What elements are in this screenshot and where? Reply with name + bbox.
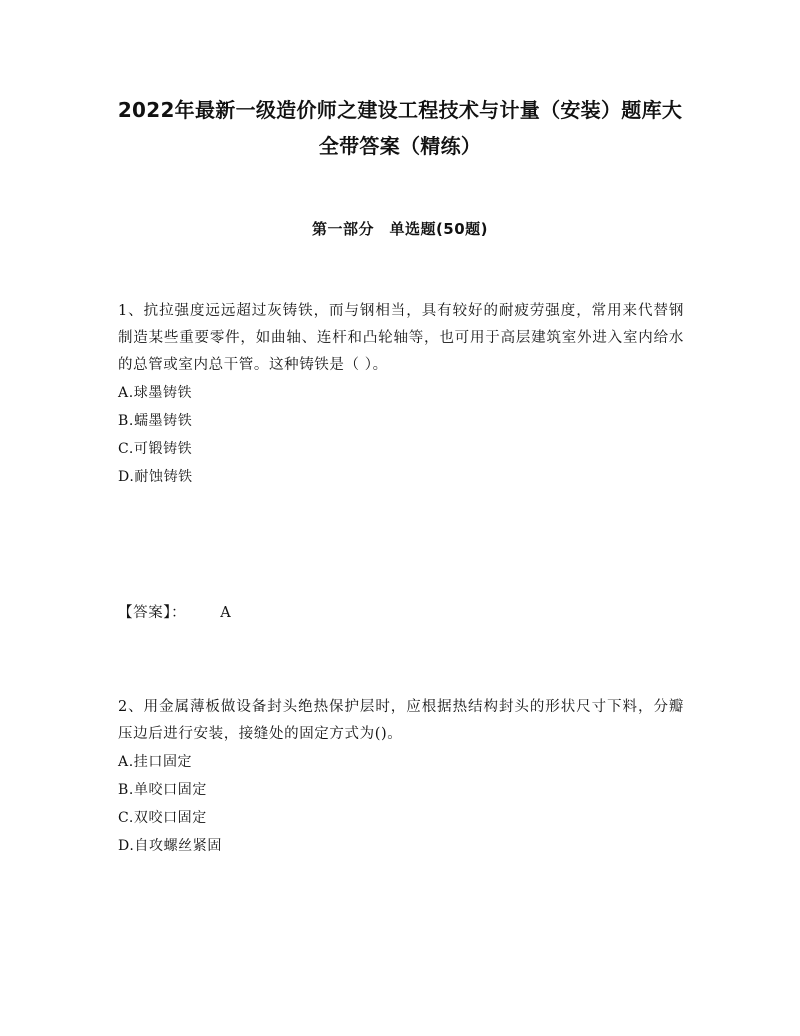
option-list — [118, 379, 684, 491]
option-d: D.自攻螺丝紧固 — [118, 838, 222, 854]
question-stem: 1、抗拉强度远远超过灰铸铁，而与钢相当，具有较好的耐疲劳强度，常用来代替钢制造某些重要零件，如曲轴、连杆和凸轮轴等，也可用于高层建筑室外进入室内给水的总管或室内总干管。这种铸铁是（ ）。 — [118, 303, 684, 373]
option-list — [118, 748, 684, 860]
option-d: D.耐蚀铸铁 — [118, 469, 193, 485]
option-c: C.双咬口固定 — [118, 810, 207, 826]
option-a: A.球墨铸铁 — [118, 385, 193, 401]
question-1 — [118, 298, 684, 491]
document-title: 2022年最新一级造价师之建设工程技术与计量（安装）题库大全带答案（精练） — [117, 98, 683, 158]
option-b: B.蠕墨铸铁 — [118, 413, 193, 429]
option-c: C.可锻铸铁 — [118, 441, 193, 457]
option-b: B.单咬口固定 — [118, 782, 207, 798]
option-a: A.挂口固定 — [118, 754, 193, 770]
answer-line — [118, 602, 231, 624]
answer-label: 【答案】： — [118, 605, 187, 621]
question-2 — [118, 694, 684, 860]
answer-value: A — [220, 605, 232, 621]
question-stem: 2、用金属薄板做设备封头绝热保护层时，应根据热结构封头的形状尺寸下料，分瓣压边后进行安装，接缝处的固定方式为()。 — [118, 699, 684, 742]
section-heading: 第一部分 单选题(50题) — [311, 220, 489, 238]
